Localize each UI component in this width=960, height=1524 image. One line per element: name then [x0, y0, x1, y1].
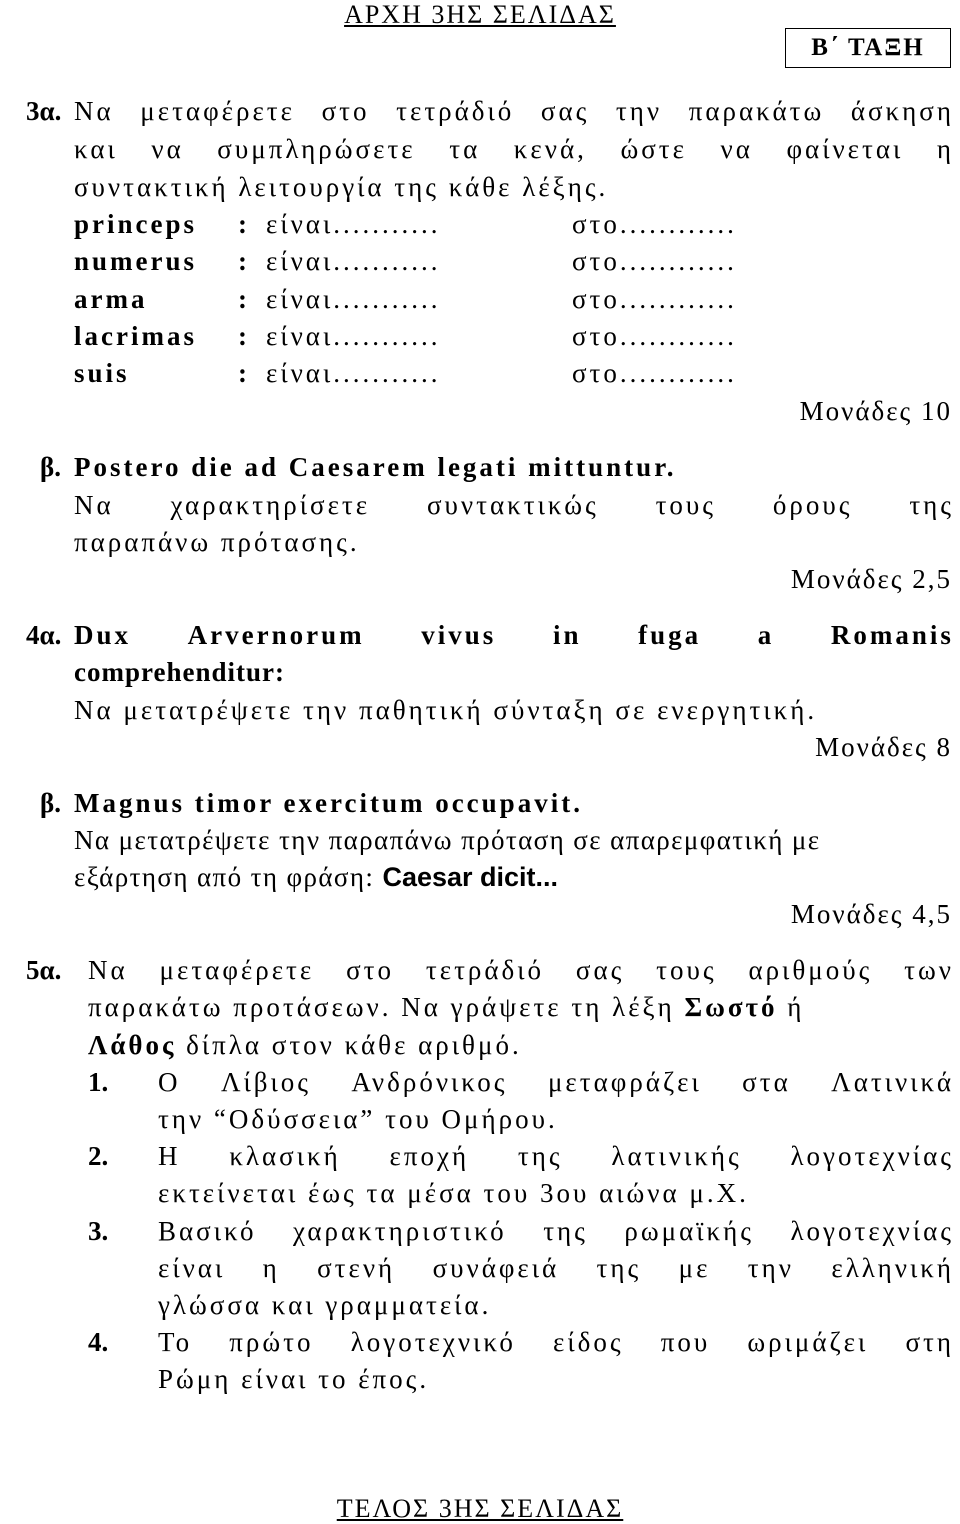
q4a-sentence-line1: Dux Arvernorum vivus in fuga a Romanis: [74, 620, 954, 650]
row-word: arma: [74, 284, 148, 314]
item-line: εκτείνεται έως τα μέσα του 3ου αιώνα μ.Χ.: [158, 1178, 749, 1208]
row-word: lacrimas: [74, 321, 197, 351]
q3a-line2: και να συμπληρώσετε τα κενά, ώστε να φαίνεται η: [74, 134, 954, 164]
q3b-line2: παραπάνω πρότασης.: [74, 527, 360, 557]
item-line: την “Οδύσσεια” του Ομήρου.: [158, 1104, 558, 1134]
row-is: είναι...........: [266, 358, 441, 388]
q3b-points: Μονάδες 2,5: [790, 564, 952, 594]
q3a-line1: Να μεταφέρετε στο τετράδιό σας την παρακάτω άσκηση: [74, 96, 954, 126]
item-line: είναι η στενή συνάφειά της με την ελληνική: [158, 1253, 954, 1283]
q4a-points: Μονάδες 8: [815, 732, 952, 762]
row-colon: :: [238, 321, 247, 351]
q4b-phrase: Caesar dicit...: [382, 862, 559, 892]
row-colon: :: [238, 209, 247, 239]
q3b-sentence: Postero die ad Caesarem legati mittuntur.: [74, 452, 677, 482]
item-number: 1.: [88, 1067, 109, 1097]
row-to: στο............: [572, 358, 737, 388]
q4a-instruction: Να μετατρέψετε την παθητική σύνταξη σε ενεργητική.: [74, 695, 818, 725]
q4b-points: Μονάδες 4,5: [790, 899, 952, 929]
page-footer: ΤΕΛΟΣ 3ΗΣ ΣΕΛΙΔΑΣ: [336, 1494, 624, 1523]
row-is: είναι...........: [266, 246, 441, 276]
q3a-points: Μονάδες 10: [799, 396, 952, 426]
row-to: στο............: [572, 321, 737, 351]
q5a-line3-suffix: δίπλα στον κάθε αριθμό.: [186, 1030, 522, 1060]
row-to: στο............: [572, 246, 737, 276]
row-is: είναι...........: [266, 321, 441, 351]
item-number: 4.: [88, 1327, 109, 1357]
q4b-number: β.: [40, 788, 61, 818]
q4b-line1: Να μετατρέψετε την παραπάνω πρόταση σε απαρεμφατική με: [74, 825, 821, 855]
q5a-line2: [88, 992, 954, 1023]
row-colon: :: [238, 358, 247, 388]
q5a-line3: [88, 1030, 522, 1061]
row-word: princeps: [74, 209, 198, 239]
q4b-sentence: Magnus timor exercitum occupavit.: [74, 788, 583, 818]
item-line: Η κλασική εποχή της λατινικής λογοτεχνίας: [158, 1141, 954, 1171]
item-line: Βασικό χαρακτηριστικό της ρωμαϊκής λογοτεχνίας: [158, 1216, 954, 1246]
q5a-line2-suffix: ή: [787, 992, 805, 1022]
q3b-number: β.: [40, 452, 61, 482]
q4a-sentence-line2: comprehenditur:: [74, 657, 285, 687]
item-number: 3.: [88, 1216, 109, 1246]
item-line: γλώσσα και γραμματεία.: [158, 1290, 492, 1320]
item-line: Ρώμη είναι το έπος.: [158, 1364, 430, 1394]
page-header: ΑΡΧΗ 3ΗΣ ΣΕΛΙΔΑΣ: [344, 0, 616, 29]
row-is: είναι...........: [266, 209, 441, 239]
row-to: στο............: [572, 284, 737, 314]
q5a-line2-prefix: παρακάτω προτάσεων. Να γράψετε τη λέξη: [88, 992, 675, 1022]
row-colon: :: [238, 284, 247, 314]
q4b-line2: [74, 862, 558, 893]
row-to: στο............: [572, 209, 737, 239]
q3a-number: 3α.: [26, 96, 62, 126]
q5a-line1: Να μεταφέρετε στο τετράδιό σας τους αριθμούς των: [88, 955, 954, 985]
item-line: Ο Λίβιος Ανδρόνικος μεταφράζει στα Λατινικά: [158, 1067, 954, 1097]
row-is: είναι...........: [266, 284, 441, 314]
row-word: numerus: [74, 246, 198, 276]
q4a-number: 4α.: [26, 620, 62, 650]
class-label-box: Β΄ ΤΑΞΗ: [785, 28, 951, 68]
item-number: 2.: [88, 1141, 109, 1171]
q3b-line1: Να χαρακτηρίσετε συντακτικώς τους όρους της: [74, 490, 954, 520]
q4b-line2-prefix: εξάρτηση από τη φράση:: [74, 862, 375, 892]
row-word: suis: [74, 358, 130, 388]
row-colon: :: [238, 246, 247, 276]
q5a-word-correct: Σωστό: [684, 992, 778, 1022]
item-line: Το πρώτο λογοτεχνικό είδος που ωριμάζει στη: [158, 1327, 954, 1357]
q3a-line3: συντακτική λειτουργία της κάθε λέξης.: [74, 172, 609, 202]
q5a-word-wrong: Λάθος: [88, 1030, 177, 1060]
q5a-number: 5α.: [26, 955, 62, 985]
